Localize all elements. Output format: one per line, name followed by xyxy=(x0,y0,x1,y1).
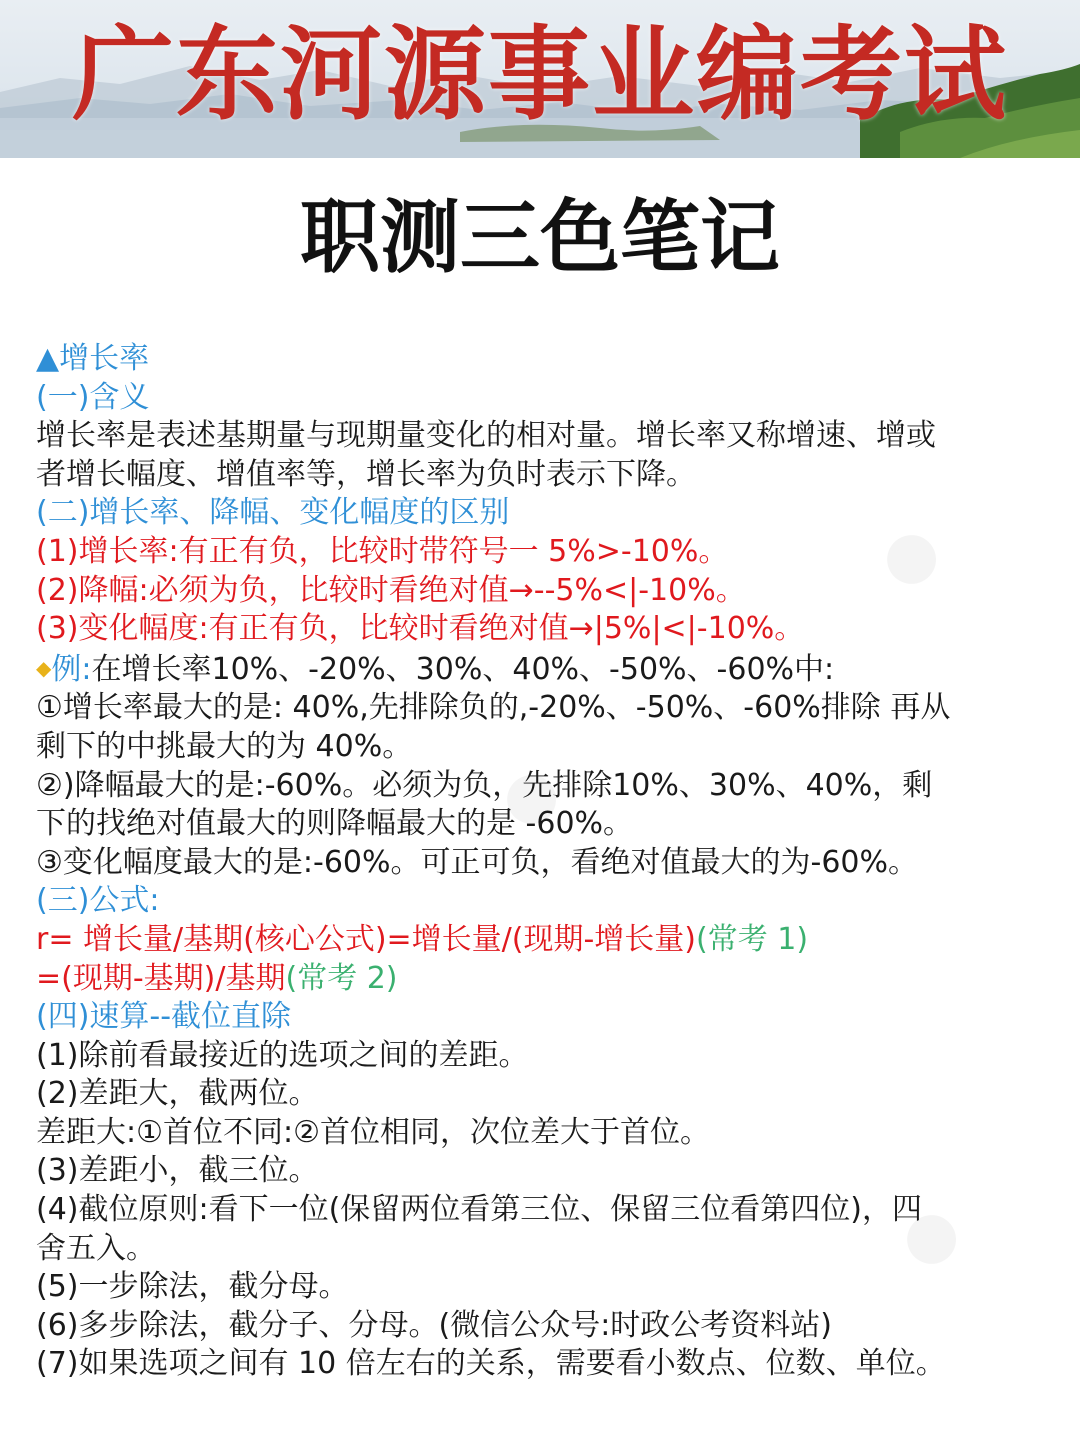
example-line xyxy=(36,649,1056,690)
section-heading xyxy=(36,340,1056,379)
example-answer-line: 剩下的中挑最大的为 40%。 xyxy=(36,728,413,764)
formula-note: (常考 1) xyxy=(696,921,809,957)
header-banner xyxy=(0,0,1080,158)
subheading-meaning: (一)含义 xyxy=(36,379,150,415)
paragraph-line: 者增长幅度、增值率等，增长率为负时表示下降。 xyxy=(36,456,696,492)
rule-line: (2)降幅:必须为负，比较时看绝对值→--5%<|-10%。 xyxy=(36,572,746,608)
step-line: 舍五入。 xyxy=(36,1230,156,1266)
subheading-formula: (三)公式: xyxy=(36,883,160,919)
step-line: (2)差距大，截两位。 xyxy=(36,1076,319,1112)
diamond-bullet-icon: ◆ xyxy=(36,655,52,680)
triangle-icon: ▲ xyxy=(36,341,60,376)
formula-text: =(现期-基期)/基期 xyxy=(36,960,286,996)
example-label: 例: xyxy=(51,651,92,687)
step-line: (4)截位原则:看下一位(保留两位看第三位、保留三位看第四位)，四 xyxy=(36,1192,923,1228)
example-answer-line: ②)降幅最大的是:-60%。必须为负，先排除10%、30%、40%，剩 xyxy=(36,767,933,803)
rule-line: (3)变化幅度:有正有负，比较时看绝对值→|5%|<|-10%。 xyxy=(36,611,805,647)
step-line: (5)一步除法，截分母。 xyxy=(36,1269,349,1305)
section-heading-text: 增长率 xyxy=(59,341,150,376)
subheading-difference: (二)增长率、降幅、变化幅度的区别 xyxy=(36,495,510,531)
formula-note: (常考 2) xyxy=(285,960,398,996)
formula-text: r= 增长量/基期(核心公式)=增长量/(现期-增长量) xyxy=(36,921,696,957)
formula-line xyxy=(36,960,1056,999)
formula-line xyxy=(36,921,1056,960)
step-line: (6)多步除法，截分子、分母。(微信公众号:时政公考资料站) xyxy=(36,1307,833,1343)
example-answer-line: ③变化幅度最大的是:-60%。可正可负，看绝对值最大的为-60%。 xyxy=(36,844,919,880)
banner-title: 广东河源事业编考试 xyxy=(72,16,1008,135)
step-line: 差距大:①首位不同:②首位相同，次位差大于首位。 xyxy=(36,1114,711,1150)
step-line: (3)差距小，截三位。 xyxy=(36,1153,319,1189)
page-title: 职测三色笔记 xyxy=(300,191,780,284)
paragraph-line: 增长率是表述基期量与现期量变化的相对量。增长率又称增速、增或 xyxy=(36,418,936,454)
example-answer-line: 下的找绝对值最大的则降幅最大的是 -60%。 xyxy=(36,806,634,842)
rule-line: (1)增长率:有正有负，比较时带符号一 5%>-10%。 xyxy=(36,533,729,569)
example-text: 在增长率10%、-20%、30%、40%、-50%、-60%中: xyxy=(91,651,835,687)
notes-body xyxy=(36,340,1056,1384)
subheading-quick-calc: (四)速算--截位直除 xyxy=(36,999,292,1035)
example-answer-line: ①增长率最大的是: 40%,先排除负的,-20%、-50%、-60%排除 再从 xyxy=(36,690,951,726)
step-line: (7)如果选项之间有 10 倍左右的关系，需要看小数点、位数、单位。 xyxy=(36,1346,946,1382)
step-line: (1)除前看最接近的选项之间的差距。 xyxy=(36,1037,529,1073)
